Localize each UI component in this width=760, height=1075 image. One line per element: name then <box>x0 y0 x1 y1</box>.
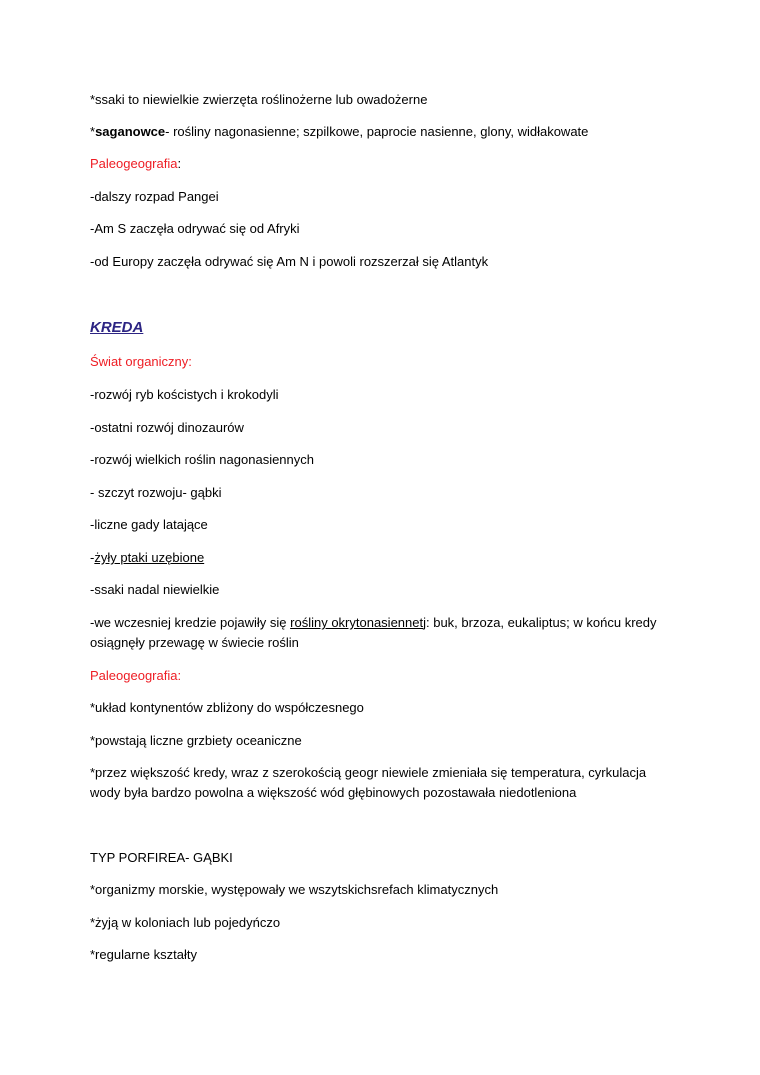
kreda-paleo-item: *powstają liczne grzbiety oceaniczne <box>90 733 302 748</box>
angiosperms-intro: -we wczesniej kredzie pojawiły się <box>90 615 291 630</box>
kreda-climate-item: *przez większość kredy, wraz z szerokością geogr niewiele zmieniała się temperatura, cyrkulacja wody była bardzo powolna a większość wód głębinowych pozostawała niedotleniona <box>90 765 647 800</box>
jura-paleogeography-label: Paleogeografia <box>90 156 178 171</box>
birds-prefix: - <box>90 550 95 565</box>
jura-paleogeography-colon: : <box>177 156 182 171</box>
jura-paleo-item: -od Europy zaczęła odrywać się Am N i powoli rozszerzał się Atlantyk <box>90 254 489 269</box>
porifera-item: *organizmy morskie, występowały we wszytskichsrefach klimatycznych <box>90 882 499 897</box>
kreda-organic-item: -liczne gady latające <box>90 517 208 532</box>
kreda-mammals-item: -ssaki nadal niewielkie <box>90 582 220 597</box>
kreda-organic-item: -ostatni rozwój dinozaurów <box>90 420 244 435</box>
mammals-note: *ssaki to niewielkie zwierzęta roślinożerne lub owadożerne <box>90 92 428 107</box>
birds-text: żyły ptaki uzębione <box>94 550 205 565</box>
saganowce-description: - rośliny nagonasienne; szpilkowe, paprocie nasienne, glony, widłakowate <box>165 124 589 139</box>
kreda-organic-item: - szczyt rozwoju- gąbki <box>90 485 222 500</box>
jura-paleo-item: -Am S zaczęła odrywać się od Afryki <box>90 221 300 236</box>
kreda-heading: KREDA <box>90 319 144 336</box>
saganowce-prefix: * <box>90 124 96 139</box>
porifera-item: *regularne kształty <box>90 947 197 962</box>
kreda-paleogeography-heading: Paleogeografia: <box>90 668 182 683</box>
kreda-organic-heading: Świat organiczny: <box>90 354 192 369</box>
porifera-item: *żyją w koloniach lub pojedyńczo <box>90 915 281 930</box>
saganowce-term: saganowce <box>95 124 166 139</box>
jura-paleogeography-heading <box>90 154 680 174</box>
porifera-heading: TYP PORFIREA- GĄBKI <box>90 850 233 865</box>
kreda-angiosperms-item <box>90 613 680 653</box>
kreda-birds-item <box>90 548 680 568</box>
kreda-organic-item: -rozwój ryb kościstych i krokodyli <box>90 387 279 402</box>
saganowce-note <box>90 122 680 142</box>
angiosperms-term: rośliny okrytonasiennet <box>290 615 424 630</box>
angiosperms-rest: j: buk, brzoza, eukaliptus; w końcu kredy osiągnęły przewagę w świecie roślin <box>90 615 657 650</box>
kreda-organic-item: -rozwój wielkich roślin nagonasiennych <box>90 452 314 467</box>
jura-paleo-item: -dalszy rozpad Pangei <box>90 189 219 204</box>
kreda-paleo-item: *układ kontynentów zbliżony do współczesnego <box>90 700 364 715</box>
